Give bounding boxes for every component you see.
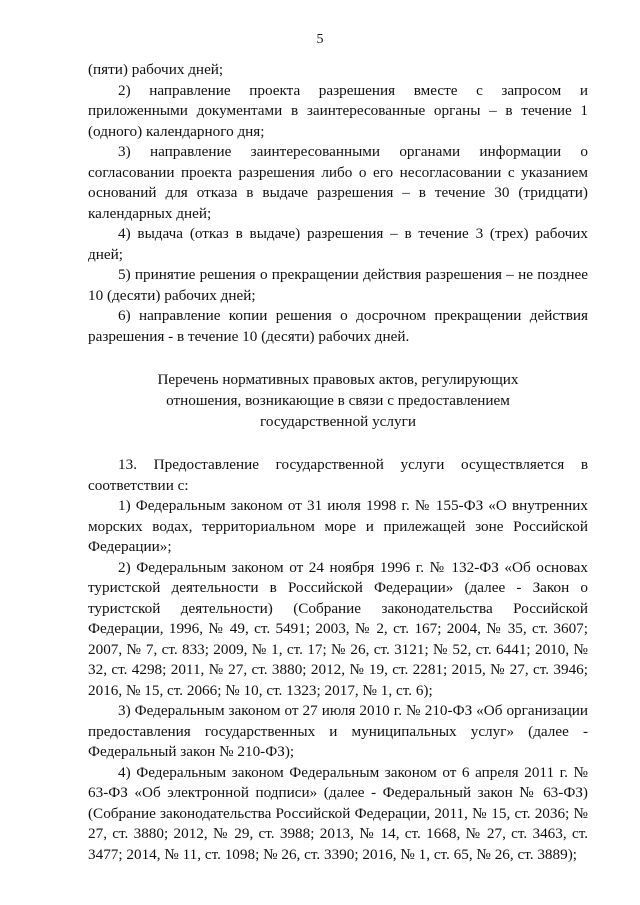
section-heading-line: отношения, возникающие в связи с предоставлением: [166, 392, 510, 409]
clause-13: 13. Предоставление государственной услуги осуществляется в соответствии с:: [88, 456, 588, 494]
list-item-5: 5) принятие решения о прекращении действия разрешения – не позднее 10 (десяти) рабочих дней;: [88, 266, 588, 304]
section-heading-line: Перечень нормативных правовых актов, регулирующих: [157, 371, 519, 388]
list-item-2: 2) направление проекта разрешения вместе с запросом и приложенными документами в заинтересованные органы – в течение 1 (одного) календарного дня;: [88, 81, 588, 140]
list-item-4: 4) выдача (отказ в выдаче) разрешения – в течение 3 (трех) рабочих дней;: [88, 225, 588, 263]
list-item-6: 6) направление копии решения о досрочном прекращении действия разрешения - в течение 10 (десяти) рабочих дней.: [88, 307, 588, 345]
page-number: 5: [316, 32, 324, 47]
law-item-4: 4) Федеральным законом Федеральным законом от 6 апреля 2011 г. № 63-ФЗ «Об электронной подписи» (далее - Федеральный закон № 63-ФЗ) (Собрание законодательства Российской Федерации, 2011, № 15, ст. 2036; № 27, ст. 3880; 2012, № 29, ст. 3988; 2013, № 14, ст. 1668, № 27, ст. 3463, ст. 3477; 2014, № 11, ст. 1098; № 26, ст. 3390; 2016, № 1, ст. 65, № 26, ст. 3889);: [88, 763, 588, 863]
list-item-3: 3) направление заинтересованными органами информации о согласовании проекта разрешения либо о его несогласовании с указанием оснований для отказа в выдаче разрешения – в течение 30 (тридцати) календарных дней;: [88, 143, 588, 222]
paragraph-continuation: (пяти) рабочих дней;: [88, 61, 224, 78]
law-item-1: 1) Федеральным законом от 31 июля 1998 г. № 155-ФЗ «О внутренних морских водах, территориальном море и прилежащей зоне Российской Федерации»;: [88, 497, 588, 555]
law-item-3: 3) Федеральным законом от 27 июля 2010 г. № 210-ФЗ «Об организации предоставления государственных и муниципальных услуг» (далее - Федеральный закон № 210-ФЗ);: [88, 702, 588, 760]
section-heading-line: государственной услуги: [260, 413, 416, 430]
section-heading: [88, 369, 588, 432]
document-body: [88, 60, 588, 865]
law-item-2: 2) Федеральным законом от 24 ноября 1996 г. № 132-ФЗ «Об основах туристской деятельности в Российской Федерации» (далее - Закон о туристской деятельности) (Собрание законодательства Российской Федерации, 1996, № 49, ст. 5491; 2003, № 2, ст. 167; 2004, № 35, ст. 3607; 2007, № 7, ст. 833; 2009, № 1, ст. 17; № 26, ст. 3121; № 52, ст. 6441; 2010, № 32, ст. 4298; 2011, № 27, ст. 3880; 2012, № 19, ст. 2281; 2015, № 27, ст. 3946; 2016, № 15, ст. 2066; № 10, ст. 1323; 2017, № 1, ст. 6);: [88, 558, 588, 699]
